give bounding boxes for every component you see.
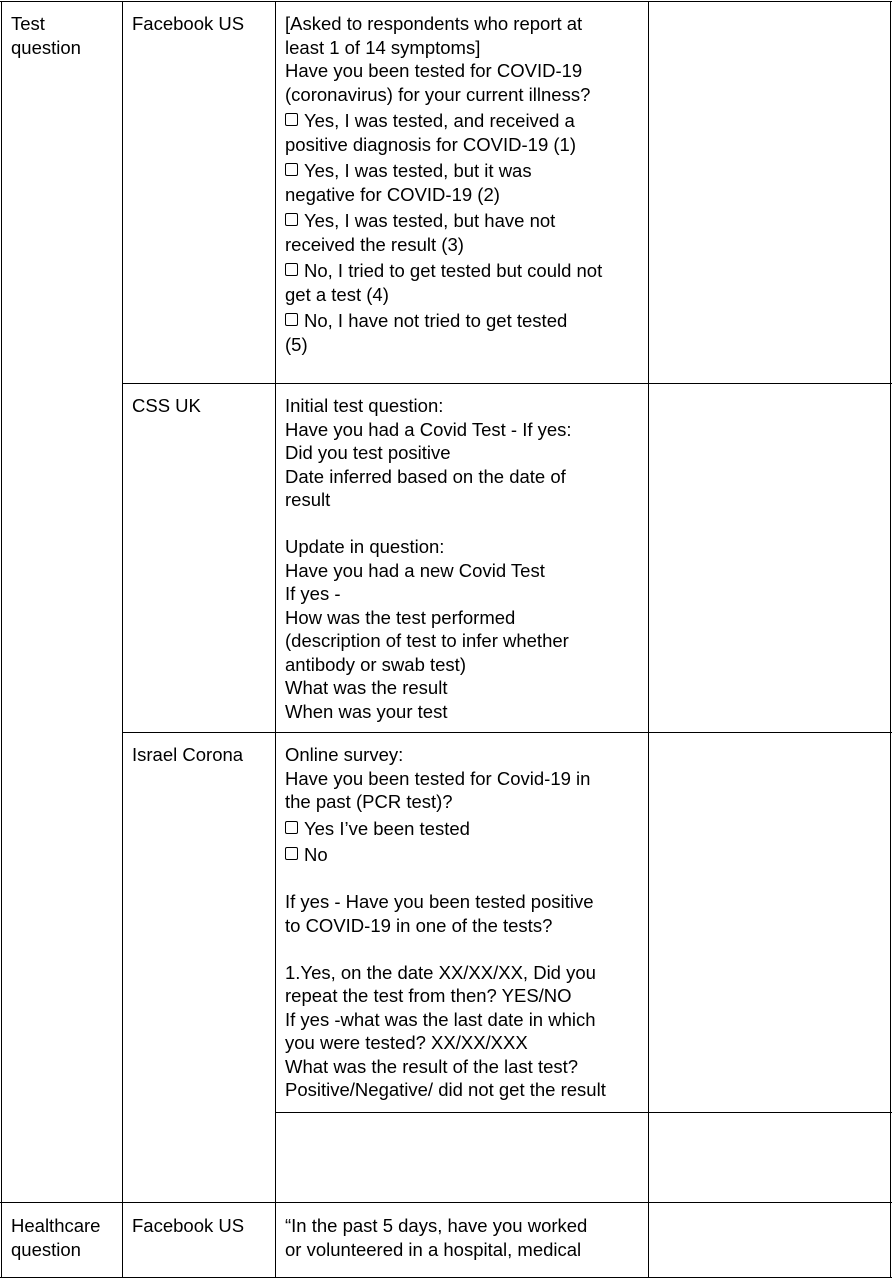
answer-option: Yes, I was tested, but it was xyxy=(285,159,602,183)
category-label-healthcare: Healthcare question xyxy=(11,1215,101,1260)
answer-option: No, I tried to get tested but could not xyxy=(285,259,602,283)
source-label-css-uk: CSS UK xyxy=(132,395,201,416)
row-divider xyxy=(122,383,892,384)
checkbox-icon xyxy=(285,213,298,226)
answer-option: Yes I’ve been tested xyxy=(285,817,606,841)
table-border-right xyxy=(890,1,891,1278)
checkbox-icon xyxy=(285,847,298,860)
source-label-facebook-us-healthcare: Facebook US xyxy=(132,1215,245,1236)
question-text-israel-corona: Online survey: Have you been tested for Covid-19 in the past (PCR test)? Yes I’ve been tested No If yes - Have you been tested positive to COVID-19 in one of the tests? 1.Yes, on the date XX/XX/XX, Did you repeat the test from then? YES/NO If yes -what was the last date in which you were tested? XX/XX/XXX What was the result of the last test? Positive/Negative/ did not get the result xyxy=(285,744,606,1100)
table-border-bottom xyxy=(0,1277,892,1278)
checkbox-icon xyxy=(285,113,298,126)
answer-option: No, I have not tried to get tested xyxy=(285,309,602,333)
category-label-test: Test question xyxy=(11,13,81,58)
question-text-css-uk: Initial test question: Have you had a Covid Test - If yes: Did you test positive Date inferred based on the date of result Update in question: Have you had a new Covid Test If yes - How was the test performed (description of test to infer whether antibody or swab test) What was the result When was your test xyxy=(285,395,572,722)
table-border-top xyxy=(0,1,892,2)
checkbox-icon xyxy=(285,163,298,176)
column-divider xyxy=(122,1,123,1278)
checkbox-icon xyxy=(285,821,298,834)
checkbox-icon xyxy=(285,313,298,326)
section-divider xyxy=(0,1202,892,1203)
answer-option: No xyxy=(285,843,606,867)
answer-option: Yes, I was tested, and received a xyxy=(285,109,602,133)
question-text-facebook-us: [Asked to respondents who report at least 1 of 14 symptoms] Have you been tested for COVID-19 (coronavirus) for your current illness? Yes, I was tested, and received a positive diagnosis for COVID-19 (1) Yes, I was tested, but it was negative for COVID-19 (2) Yes, I was tested, but have not received the result (3) No, I tried to get tested but could not get a test (4) No, I have not tried to get tested (5) xyxy=(285,13,603,355)
row-divider xyxy=(275,1112,892,1113)
column-divider xyxy=(1,1,2,1278)
checkbox-icon xyxy=(285,263,298,276)
question-text-healthcare-facebook-us: “In the past 5 days, have you worked or volunteered in a hospital, medical xyxy=(285,1215,588,1260)
source-label-israel-corona: Israel Corona xyxy=(132,744,244,765)
source-label-facebook-us: Facebook US xyxy=(132,13,245,34)
column-divider xyxy=(648,1,649,1278)
answer-option: Yes, I was tested, but have not xyxy=(285,209,602,233)
row-divider xyxy=(122,732,892,733)
column-divider xyxy=(275,1,276,1278)
